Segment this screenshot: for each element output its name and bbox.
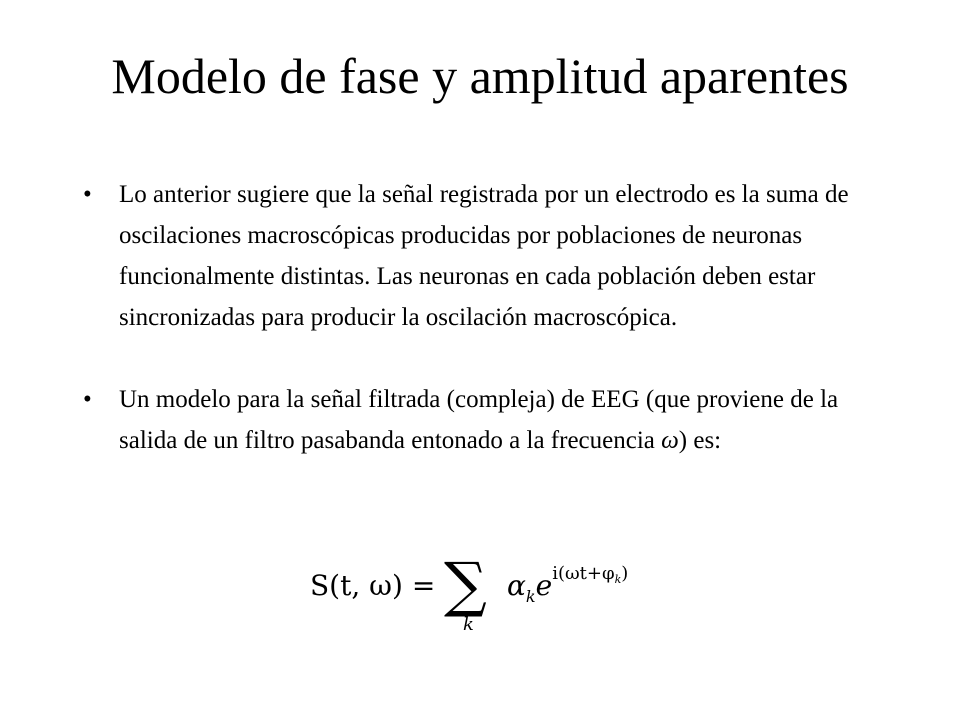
summation-symbol: ∑ bbox=[444, 550, 487, 620]
coefficient: α bbox=[507, 569, 526, 602]
slide-title: Modelo de fase y amplitud aparentes bbox=[111, 48, 849, 104]
bullet-marker: • bbox=[83, 386, 92, 413]
exponent bbox=[552, 563, 628, 584]
formula bbox=[302, 550, 682, 646]
exponential-base: e bbox=[535, 569, 553, 602]
exponent-body: i(ωt+φ bbox=[552, 563, 615, 584]
bullet-text-before: Un modelo para la señal filtrada (compleja) de EEG (que proviene de la salida de un filtro pasabanda entonado a la frecuencia bbox=[119, 386, 839, 454]
coefficient-subscript: k bbox=[525, 587, 536, 606]
bullet-list bbox=[80, 174, 880, 461]
bullet-item-2 bbox=[80, 379, 880, 461]
bullet-marker: • bbox=[83, 181, 92, 208]
bullet-text: Lo anterior sugiere que la señal registrada por un electrodo es la suma de oscilaciones macroscópicas producidas por poblaciones de neuronas funcionalmente distintas. Las neuronas en cada población deben estar sincronizadas para producir la oscilación macroscópica. bbox=[119, 181, 849, 331]
exponent-subscript: k bbox=[614, 573, 622, 586]
formula-lhs: S(t, ω) = bbox=[310, 569, 436, 602]
bullet-item-1 bbox=[80, 174, 880, 338]
formula-term bbox=[507, 563, 629, 612]
exponent-close: ) bbox=[621, 563, 629, 584]
summation-index: k bbox=[463, 614, 474, 635]
bullet-text-after: ) es: bbox=[678, 427, 722, 454]
omega-symbol: ω bbox=[661, 427, 679, 454]
